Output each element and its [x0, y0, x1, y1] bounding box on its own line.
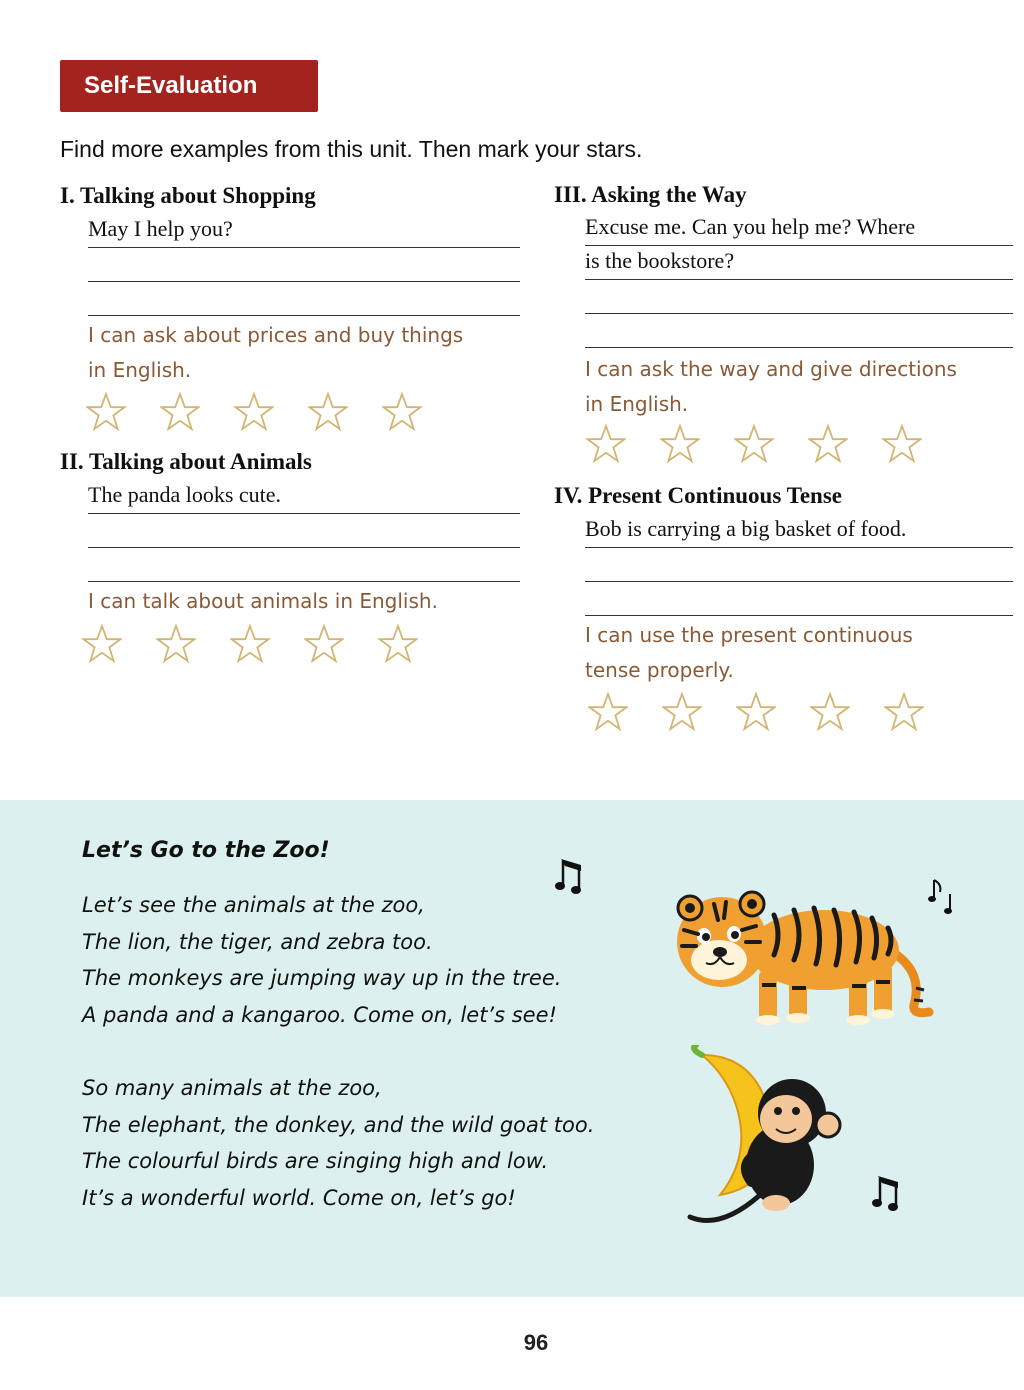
star-icon[interactable]: [230, 624, 270, 664]
star-icon[interactable]: [808, 424, 848, 464]
can-do-statement: [88, 584, 438, 619]
answer-line[interactable]: [88, 548, 520, 582]
star-icon[interactable]: [308, 392, 348, 432]
song-title: Let’s Go to the Zoo!: [82, 838, 330, 863]
monkey-with-banana-illustration: [680, 1045, 850, 1235]
star-icon[interactable]: [884, 692, 924, 732]
answer-line[interactable]: The panda looks cute.: [88, 480, 520, 514]
can-do-statement: [585, 352, 957, 422]
star-icon[interactable]: [736, 692, 776, 732]
song-verse-1: [82, 887, 561, 1034]
star-icon[interactable]: [378, 624, 418, 664]
music-note-icon: [555, 855, 589, 895]
can-do-line: I can ask the way and give directions: [585, 357, 957, 381]
star-icon[interactable]: [160, 392, 200, 432]
answer-line[interactable]: Bob is carrying a big basket of food.: [585, 514, 1013, 548]
answer-line[interactable]: is the bookstore?: [585, 246, 1013, 280]
verse-line: The colourful birds are singing high and low.: [82, 1149, 549, 1174]
section-title-tense: IV. Present Continuous Tense: [554, 483, 843, 508]
can-do-line: I can ask about prices and buy things: [88, 323, 464, 347]
tiger-illustration: [664, 890, 944, 1030]
verse-line: The lion, the tiger, and zebra too.: [82, 929, 433, 954]
can-do-statement: [88, 318, 463, 388]
verse-line: A panda and a kangaroo. Come on, let’s see!: [82, 1003, 557, 1028]
star-icon[interactable]: [660, 424, 700, 464]
can-do-statement: [585, 618, 913, 688]
verse-line: The monkeys are jumping way up in the tree.: [82, 966, 562, 991]
answer-line[interactable]: [585, 582, 1013, 616]
song-panel: [0, 800, 1024, 1297]
answer-line[interactable]: [585, 314, 1013, 348]
can-do-line: tense properly.: [585, 658, 734, 682]
verse-line: The elephant, the donkey, and the wild goat too.: [82, 1112, 595, 1137]
star-icon[interactable]: [588, 692, 628, 732]
verse-line: Let’s see the animals at the zoo,: [82, 893, 425, 917]
can-do-line: I can use the present continuous: [585, 623, 913, 647]
star-icon[interactable]: [304, 624, 344, 664]
star-icon[interactable]: [82, 624, 122, 664]
music-note-icon: [872, 1172, 906, 1212]
star-icon[interactable]: [156, 624, 196, 664]
answer-line[interactable]: Excuse me. Can you help me? Where: [585, 212, 1013, 246]
answer-line[interactable]: [88, 282, 520, 316]
star-rating-way[interactable]: [586, 424, 956, 464]
star-icon[interactable]: [882, 424, 922, 464]
star-icon[interactable]: [810, 692, 850, 732]
star-icon[interactable]: [662, 692, 702, 732]
star-icon[interactable]: [234, 392, 274, 432]
star-icon[interactable]: [734, 424, 774, 464]
answer-line[interactable]: [585, 280, 1013, 314]
star-rating-animals[interactable]: [82, 624, 452, 664]
verse-line: So many animals at the zoo,: [82, 1076, 382, 1100]
instruction-text: Find more examples from this unit. Then mark your stars.: [60, 136, 643, 162]
section-title-way: III. Asking the Way: [554, 182, 747, 207]
answer-line[interactable]: [88, 514, 520, 548]
section-title-animals: II. Talking about Animals: [60, 449, 312, 474]
verse-line: It’s a wonderful world. Come on, let’s go!: [82, 1186, 516, 1211]
can-do-line: in English.: [88, 358, 192, 382]
can-do-line: in English.: [585, 392, 689, 416]
song-verse-2: [82, 1070, 594, 1217]
page-number: 96: [523, 1330, 549, 1355]
can-do-line: I can talk about animals in English.: [88, 589, 438, 613]
star-rating-tense[interactable]: [588, 692, 958, 732]
self-evaluation-badge: Self-Evaluation: [60, 60, 318, 112]
answer-line[interactable]: May I help you?: [88, 214, 520, 248]
star-icon[interactable]: [86, 392, 126, 432]
answer-line[interactable]: [88, 248, 520, 282]
answer-line[interactable]: [585, 548, 1013, 582]
star-icon[interactable]: [382, 392, 422, 432]
star-icon[interactable]: [586, 424, 626, 464]
star-rating-shopping[interactable]: [86, 392, 456, 432]
section-title-shopping: I. Talking about Shopping: [60, 183, 316, 208]
